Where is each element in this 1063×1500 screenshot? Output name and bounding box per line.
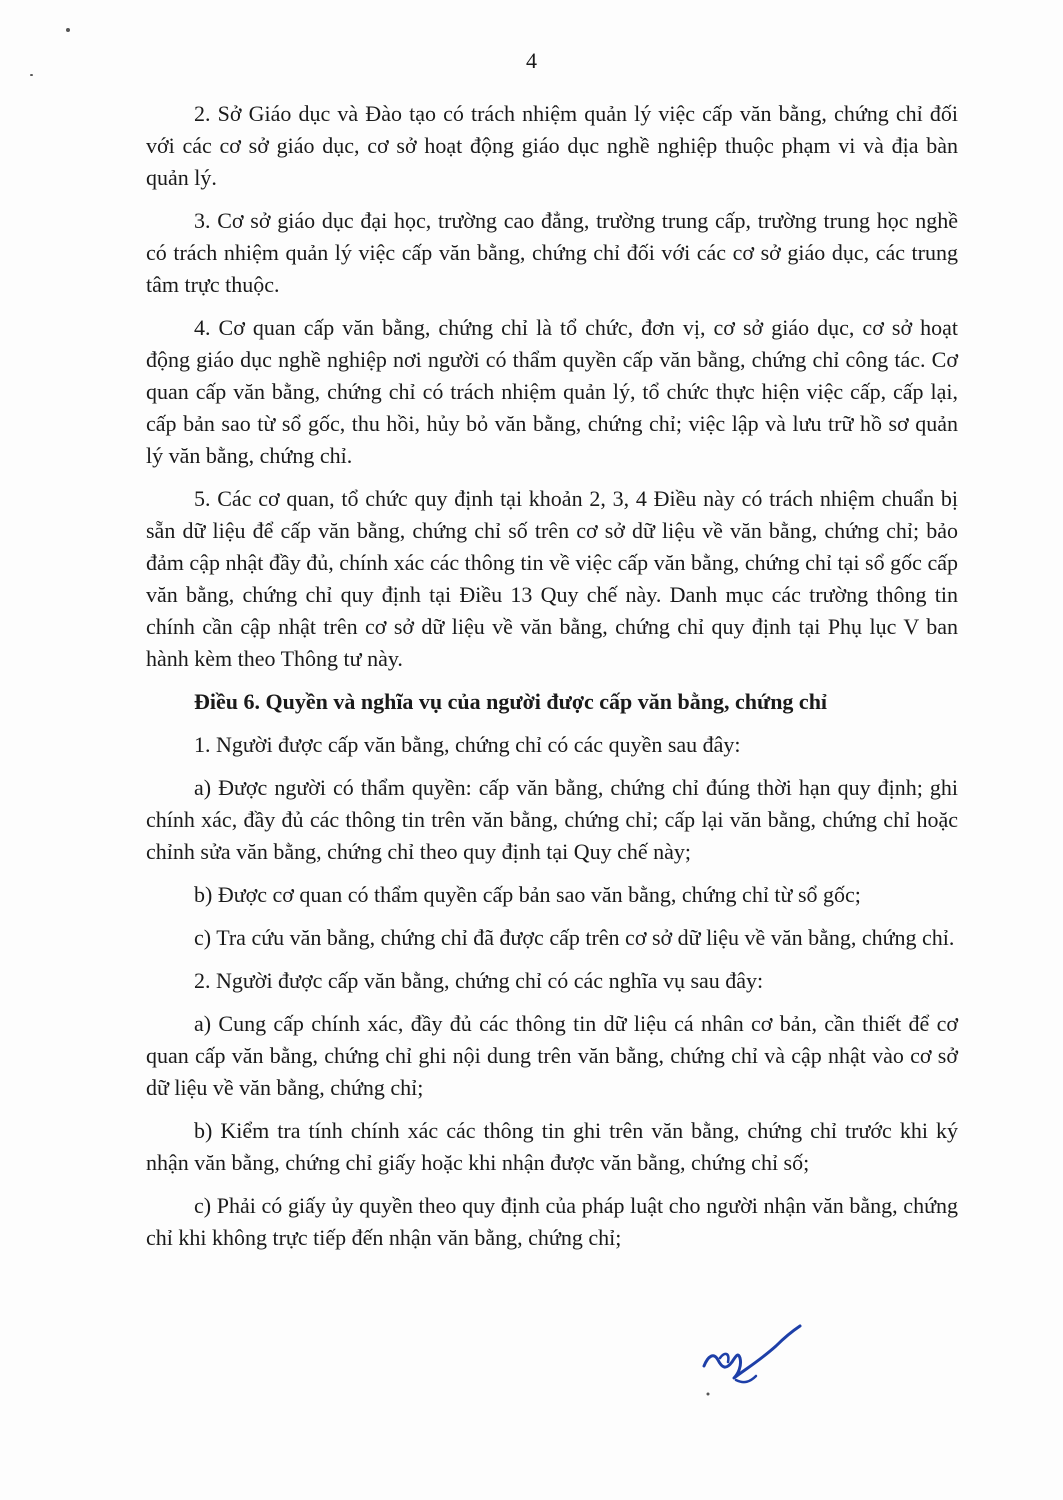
scan-speck <box>30 74 33 76</box>
clause-2: 2. Sở Giáo dục và Đào tạo có trách nhiệm quản lý việc cấp văn bằng, chứng chỉ đối với các cơ sở giáo dục, cơ sở hoạt động giáo dục nghề nghiệp thuộc phạm vi và địa bàn quản lý. <box>146 101 958 190</box>
scan-speck <box>66 28 70 32</box>
article-6-clause-2c: c) Phải có giấy ủy quyền theo quy định của pháp luật cho người nhận văn bằng, chứng chỉ khi không trực tiếp đến nhận văn bằng, chứng chỉ; <box>146 1193 958 1250</box>
article-6-clause-1: 1. Người được cấp văn bằng, chứng chỉ có các quyền sau đây: <box>194 732 741 757</box>
article-6-clause-2a: a) Cung cấp chính xác, đầy đủ các thông tin dữ liệu cá nhân cơ bản, cần thiết để cơ quan cấp văn bằng, chứng chỉ ghi nội dung trên văn bằng, chứng chỉ và cập nhật vào cơ sở dữ liệu về văn bằng, chứng chỉ; <box>146 1011 958 1100</box>
article-6-clause-2: 2. Người được cấp văn bằng, chứng chỉ có các nghĩa vụ sau đây: <box>194 968 764 993</box>
page-number: 4 <box>526 48 537 73</box>
document-body <box>146 98 958 1265</box>
clause-4: 4. Cơ quan cấp văn bằng, chứng chỉ là tổ chức, đơn vị, cơ sở giáo dục, cơ sở hoạt động giáo dục nghề nghiệp nơi người có thẩm quyền cấp văn bằng, chứng chỉ công tác. Cơ quan cấp văn bằng, chứng chỉ có trách nhiệm quản lý, tổ chức thực hiện việc cấp, cấp lại, cấp bản sao từ sổ gốc, thu hồi, hủy bỏ văn bằng, chứng chỉ; việc lập và lưu trữ hồ sơ quản lý văn bằng, chứng chỉ. <box>146 315 958 468</box>
article-6-heading: Điều 6. Quyền và nghĩa vụ của người được cấp văn bằng, chứng chỉ <box>194 689 828 714</box>
article-6-clause-2b: b) Kiểm tra tính chính xác các thông tin ghi trên văn bằng, chứng chỉ trước khi ký nhận văn bằng, chứng chỉ giấy hoặc khi nhận được văn bằng, chứng chỉ số; <box>146 1118 958 1175</box>
clause-5: 5. Các cơ quan, tổ chức quy định tại khoản 2, 3, 4 Điều này có trách nhiệm chuẩn bị sẵn dữ liệu để cấp văn bằng, chứng chỉ số trên cơ sở dữ liệu về văn bằng, chứng chỉ; bảo đảm cập nhật đầy đủ, chính xác các thông tin về việc cấp văn bằng, chứng chỉ tại sổ gốc cấp văn bằng, chứng chỉ quy định tại Điều 13 Quy chế này. Danh mục các trường thông tin chính cần cập nhật trên cơ sở dữ liệu về văn bằng, chứng chỉ quy định tại Phụ lục V ban hành kèm theo Thông tư này. <box>146 486 958 671</box>
article-6-clause-1c: c) Tra cứu văn bằng, chứng chỉ đã được cấp trên cơ sở dữ liệu về văn bằng, chứng chỉ. <box>194 925 955 950</box>
clause-3: 3. Cơ sở giáo dục đại học, trường cao đẳng, trường trung cấp, trường trung học nghề có trách nhiệm quản lý việc cấp văn bằng, chứng chỉ đối với các cơ sở giáo dục, các trung tâm trực thuộc. <box>146 208 958 297</box>
article-6-clause-1a: a) Được người có thẩm quyền: cấp văn bằng, chứng chỉ đúng thời hạn quy định; ghi chính xác, đầy đủ các thông tin trên văn bằng, chứng chỉ; cấp lại văn bằng, chứng chỉ hoặc chỉnh sửa văn bằng, chứng chỉ theo quy định tại Quy chế này; <box>146 775 958 864</box>
initials-signature <box>696 1322 806 1402</box>
article-6-clause-1b: b) Được cơ quan có thẩm quyền cấp bản sao văn bằng, chứng chỉ từ sổ gốc; <box>194 882 861 907</box>
